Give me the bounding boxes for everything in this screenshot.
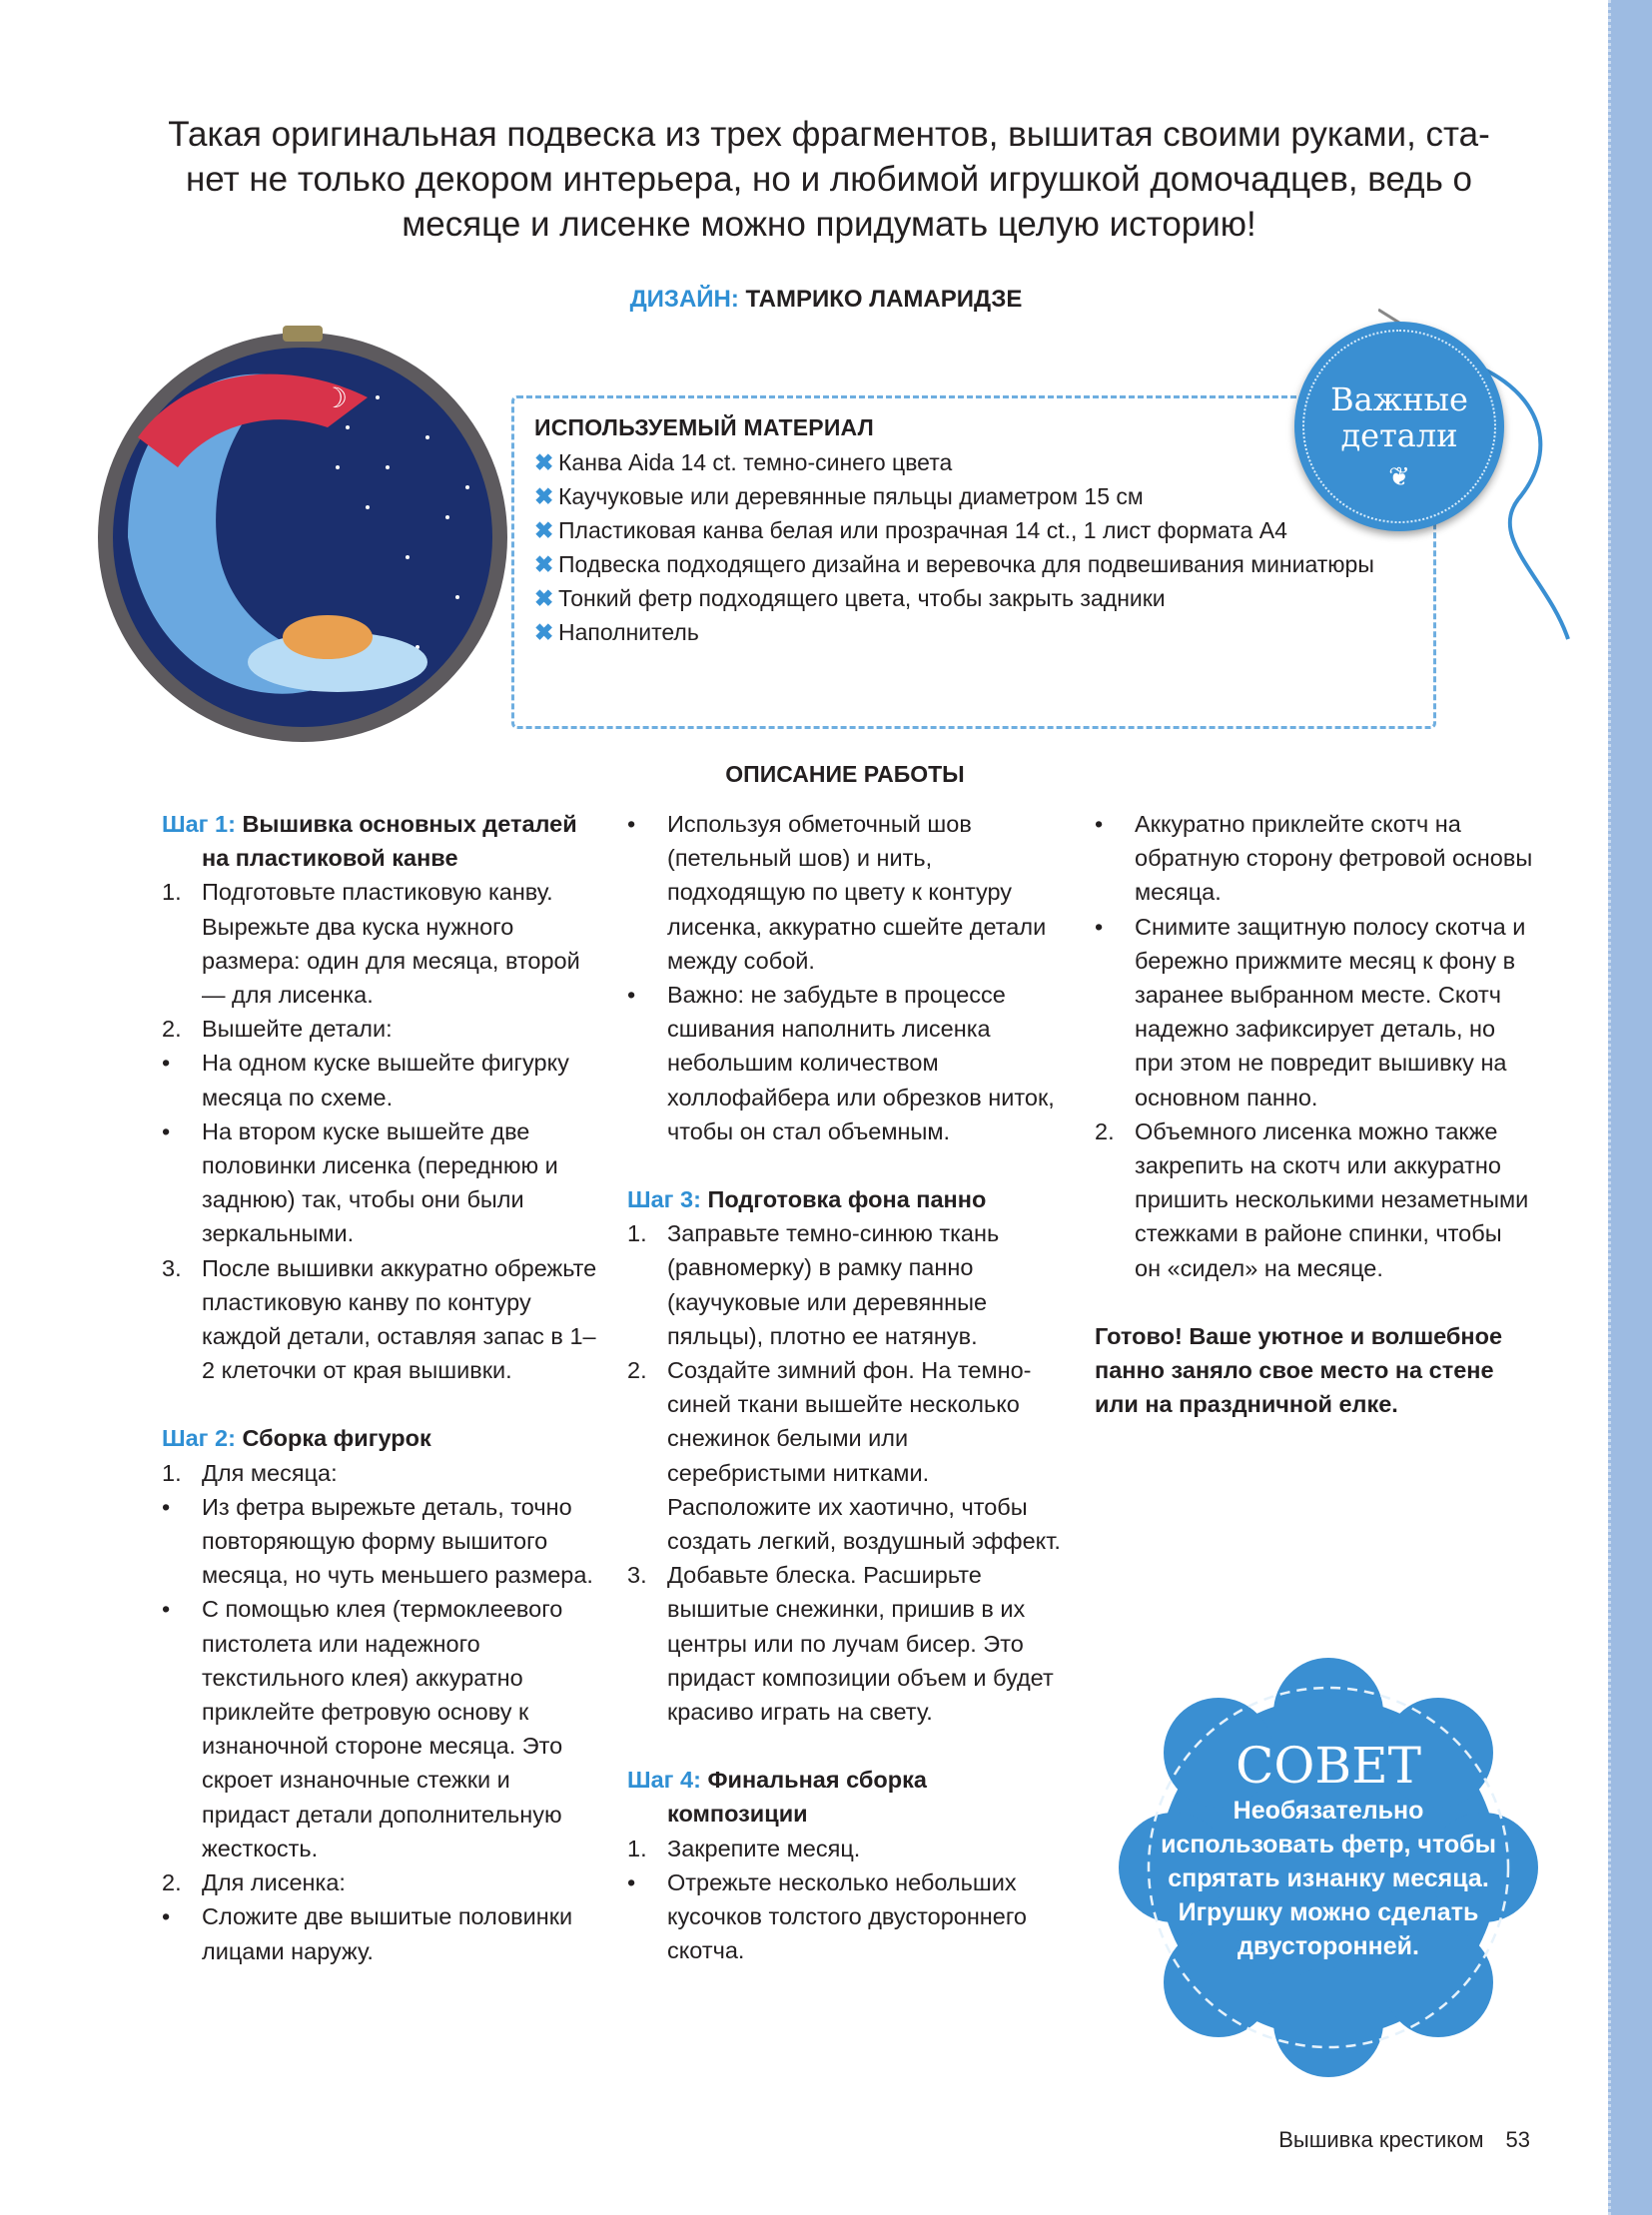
- list-text: Отрежьте несколько небольших кусочков толстого двустороннего скотча.: [667, 1868, 1027, 1964]
- list-text: Используя обметочный шов (петельный шов) и нить, подходящую по цвету к контуру лисенка, аккуратно сшейте детали между собой.: [667, 811, 1047, 974]
- step-title: Подготовка фона панно: [707, 1186, 987, 1213]
- badge-line-2: детали: [1340, 416, 1458, 454]
- list-marker: 3.: [162, 1254, 182, 1281]
- list-marker: 3.: [627, 1562, 647, 1589]
- step-heading: [162, 1421, 601, 1455]
- cross-stitch-icon: ✖: [534, 551, 554, 577]
- ornament-icon: ❦: [1388, 461, 1410, 491]
- list-text: Добавьте блеска. Расширьте вышитые снежинки, пришив в их центры или по лучам бисер. Это придаст композиции объем и будет красиво играть на свету.: [667, 1562, 1054, 1726]
- list-text: Заправьте темно-синюю ткань (равномерку) в рамку панно (каучуковые или деревянные пяльцы), плотно ее натянув.: [667, 1220, 1000, 1349]
- list-item: [627, 1216, 1067, 1353]
- list-item: [162, 1251, 601, 1388]
- list-marker: 2.: [627, 1357, 647, 1384]
- material-text: Каучуковые или деревянные пяльцы диаметром 15 см: [558, 483, 1144, 509]
- list-text: Подготовьте пластиковую канву. Вырежьте два куска нужного размера: один для месяца, второй — для лисенка.: [202, 879, 580, 1009]
- page-number: 53: [1505, 2127, 1530, 2152]
- list-text: С помощью клея (термоклеевого пистолета или надежного текстильного клея) аккуратно приклейте фетровую основу к изнаночной стороне месяца. Это скроет изнаночные стежки и придаст детали дополнительную жесткость.: [202, 1596, 563, 1861]
- page-footer: [1278, 2127, 1530, 2153]
- list-item: [162, 1592, 601, 1865]
- list-item: [1095, 1114, 1534, 1285]
- list-marker: 1.: [627, 1835, 647, 1861]
- list-item: [162, 1899, 601, 1967]
- list-text: Из фетра вырежьте деталь, точно повторяющую форму вышитого месяца, но чуть меньшего размера.: [202, 1493, 593, 1589]
- material-item: [534, 581, 1413, 615]
- list-marker: •: [627, 1868, 636, 1895]
- list-marker: •: [627, 811, 636, 837]
- materials-title: ИСПОЛЬЗУЕМЫЙ МАТЕРИАЛ: [534, 414, 874, 440]
- list-text: Сложите две вышитые половинки лицами наружу.: [202, 1903, 573, 1964]
- list-item: [162, 1012, 601, 1046]
- badge-line-1: Важные: [1330, 380, 1468, 418]
- list-item: [162, 875, 601, 1012]
- list-text: На одном куске вышейте фигурку месяца по схеме.: [202, 1050, 569, 1110]
- list-item: [162, 1046, 601, 1113]
- step-label: Шаг 4:: [627, 1767, 701, 1794]
- step-heading: [627, 1763, 1067, 1831]
- list-text: Объемного лисенка можно также закрепить на скотч или аккуратно пришить несколькими незаметными стежками в районе спинки, чтобы он «сидел» на месяце.: [1135, 1117, 1529, 1281]
- cross-stitch-icon: ✖: [534, 517, 554, 543]
- step-title: Сборка фигурок: [242, 1425, 431, 1452]
- description-title: ОПИСАНИЕ РАБОТЫ: [725, 761, 965, 787]
- list-item: [1095, 807, 1534, 910]
- cross-stitch-icon: ✖: [534, 585, 554, 611]
- list-text: Закрепите месяц.: [667, 1835, 861, 1861]
- design-label: ДИЗАЙН:: [629, 286, 739, 313]
- intro-text: Такая оригинальная подвеска из трех фрагментов, вышитая своими руками, ста-нет не только декором интерьера, но и любимой игрушкой домочадцев, ведь о месяце и лисенке можно придумать целую историю!: [168, 115, 1490, 244]
- list-item: [162, 1456, 601, 1490]
- list-item: [627, 1865, 1067, 1968]
- list-text: Аккуратно приклейте скотч на обратную сторону фетровой основы месяца.: [1135, 811, 1533, 906]
- list-text: Важно: не забудьте в процессе сшивания наполнить лисенка небольшим количеством холлофайбера или обрезков ниток, чтобы он стал объемным.: [667, 982, 1055, 1144]
- list-item: [627, 1832, 1067, 1865]
- list-marker: •: [162, 1493, 171, 1520]
- material-text: Наполнитель: [558, 619, 699, 645]
- list-text: Для лисенка:: [202, 1869, 346, 1896]
- tip-title: СОВЕТ: [1236, 1737, 1421, 1795]
- list-item: [162, 1490, 601, 1593]
- list-item: [162, 1865, 601, 1899]
- list-text: Создайте зимний фон. На темно-синей ткани вышейте несколько снежинок белыми или серебристыми нитками. Расположите их хаотично, чтобы создать легкий, воздушный эффект.: [667, 1357, 1061, 1555]
- material-text: Подвеска подходящего дизайна и веревочка для подвешивания миниатюры: [558, 551, 1374, 577]
- list-item: [162, 1114, 601, 1251]
- list-text: После вышивки аккуратно обрежьте пластиковую канву по контуру каждой детали, оставляя запас в 1–2 клеточки от края вышивки.: [202, 1254, 597, 1384]
- list-text: Снимите защитную полосу скотча и бережно прижмите месяц к фону в заранее выбранном месте. Скотч надежно зафиксирует деталь, но при этом не повредит вышивку на основном панно.: [1135, 913, 1526, 1110]
- material-text: Тонкий фетр подходящего цвета, чтобы закрыть задники: [558, 585, 1166, 611]
- step-heading: [627, 1182, 1067, 1216]
- column-3: [1095, 807, 1534, 1421]
- list-item: [627, 1558, 1067, 1729]
- tip-badge: [1119, 1658, 1538, 2077]
- cross-stitch-icon: ✖: [534, 449, 554, 475]
- step-label: Шаг 3:: [627, 1186, 701, 1213]
- list-marker: •: [1095, 913, 1104, 940]
- list-item: [627, 807, 1067, 978]
- designer-name: ТАМРИКО ЛАМАРИДЗЕ: [745, 286, 1023, 313]
- column-1: [162, 807, 601, 1968]
- list-marker: 2.: [1095, 1117, 1115, 1144]
- list-text: На втором куске вышейте две половинки лисенка (переднюю и заднюю) так, чтобы они были зеркальными.: [202, 1117, 558, 1247]
- material-text: Пластиковая канва белая или прозрачная 14 ct., 1 лист формата А4: [558, 517, 1287, 543]
- list-marker: 1.: [627, 1220, 647, 1247]
- cross-stitch-icon: ✖: [534, 483, 554, 509]
- list-marker: 2.: [162, 1869, 182, 1896]
- list-marker: •: [162, 1050, 171, 1077]
- list-marker: •: [162, 1117, 171, 1144]
- material-item: [534, 479, 1413, 513]
- cross-stitch-icon: ✖: [534, 619, 554, 645]
- list-marker: 1.: [162, 879, 182, 906]
- column-2: [627, 807, 1067, 1968]
- important-details-badge: [1294, 322, 1504, 531]
- list-marker: •: [1095, 811, 1104, 837]
- list-text: Вышейте детали:: [202, 1016, 393, 1043]
- page-edge-stripe: [1608, 0, 1652, 2215]
- list-item: [1095, 910, 1534, 1114]
- svg-text:☽: ☽: [323, 382, 349, 413]
- list-marker: 1.: [162, 1459, 182, 1486]
- material-text: Канва Aida 14 ct. темно-синего цвета: [558, 449, 953, 475]
- step-title: Финальная сборка композиции: [667, 1767, 927, 1828]
- list-item: [627, 978, 1067, 1148]
- tip-text: Необязательно использовать фетр, чтобы спрятать изнанку месяца. Игрушку можно сделать двусторонней.: [1161, 1797, 1496, 1960]
- step-label: Шаг 2:: [162, 1425, 236, 1452]
- list-marker: •: [162, 1596, 171, 1623]
- list-marker: •: [162, 1903, 171, 1930]
- step-title: Вышивка основных деталей на пластиковой канве: [202, 811, 577, 872]
- material-item: [534, 445, 1413, 479]
- final-note: Готово! Ваше уютное и волшебное панно заняло свое место на стене или на праздничной елке.: [1095, 1322, 1503, 1418]
- material-item: [534, 547, 1413, 581]
- list-item: [627, 1353, 1067, 1558]
- list-marker: •: [627, 982, 636, 1009]
- material-item: [534, 615, 1413, 649]
- list-text: Для месяца:: [202, 1459, 338, 1486]
- section-name: Вышивка крестиком: [1278, 2127, 1484, 2152]
- step-label: Шаг 1:: [162, 811, 236, 837]
- step-heading: [162, 807, 601, 875]
- material-item: [534, 513, 1413, 547]
- embroidery-photo: [88, 318, 517, 747]
- list-marker: 2.: [162, 1016, 182, 1043]
